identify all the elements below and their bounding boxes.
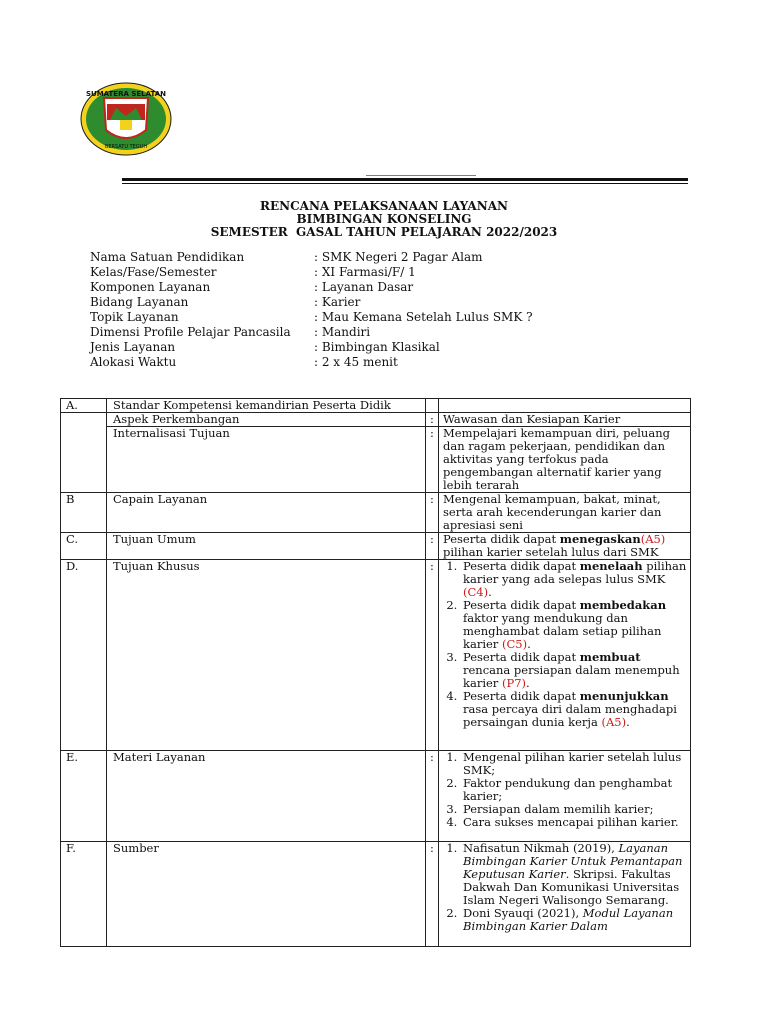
list-item: 1. Peserta didik dapat menelaah pilihan karier yang ada selepas lulus SMK (C4). — [461, 560, 687, 599]
row-code: F. — [61, 842, 107, 947]
row-label: Standar Kompetensi kemandirian Peserta Didik — [107, 399, 426, 413]
header-link-line — [366, 175, 476, 176]
info-value: : 2 x 45 menit — [314, 355, 398, 369]
row-code: B — [61, 493, 107, 533]
header-rule-thick — [122, 178, 688, 181]
row-value: Mempelajari kemampuan diri, peluang dan ragam pekerjaan, pendidikan dan aktivitas yang terfokus pada pengembangan alternatif karier yang lebih terarah — [439, 427, 691, 493]
info-label: Topik Layanan — [90, 310, 179, 324]
row-colon: : — [426, 493, 439, 533]
table-row — [61, 413, 691, 427]
row-label: Tujuan Umum — [107, 533, 426, 560]
row-colon: : — [426, 751, 439, 842]
row-value — [439, 751, 691, 842]
doc-title-line-1: RENCANA PELAKSANAAN LAYANAN — [260, 199, 508, 213]
info-value: : Karier — [314, 295, 361, 309]
row-value — [439, 842, 691, 947]
row-colon: : — [426, 842, 439, 947]
doc-title-line-3: SEMESTER GASAL TAHUN PELAJARAN 2022/2023 — [210, 225, 558, 239]
row-code: C. — [61, 533, 107, 560]
row-code: D. — [61, 560, 107, 751]
list-item: 4. Peserta didik dapat menunjukkan rasa percaya diri dalam menghadapi persaingan dunia kerja (A5). — [461, 690, 687, 729]
row-value: Wawasan dan Kesiapan Karier — [439, 413, 691, 427]
row-label: Aspek Perkembangan — [107, 413, 426, 427]
sumber-list — [443, 842, 687, 933]
list-item: 2. Doni Syauqi (2021), Modul Layanan Bimbingan Karier Dalam — [461, 907, 687, 933]
info-label: Komponen Layanan — [90, 280, 211, 294]
row-value: Mengenal kemampuan, bakat, minat, serta arah kecenderungan karier dan apresiasi seni — [439, 493, 691, 533]
logo-text-top: SUMATERA SELATAN — [85, 90, 167, 98]
school-logo — [80, 82, 172, 156]
doc-title-line-2: BIMBINGAN KONSELING — [296, 212, 472, 226]
list-item: 3. Persiapan dalam memilih karier; — [461, 803, 687, 816]
info-label: Nama Satuan Pendidikan — [90, 250, 245, 264]
logo-text-bottom: BERSATU TEGUH — [104, 144, 148, 150]
table-row — [61, 751, 691, 842]
row-colon: : — [426, 533, 439, 560]
row-code: A. — [61, 399, 107, 413]
list-item: 1. Nafisatun Nikmah (2019), Layanan Bimbingan Karier Untuk Pemantapan Keputusan Karier. Skripsi. Fakultas Dakwah Dan Komunikasi Universitas Islam Negeri Walisongo Semarang. — [461, 842, 687, 907]
list-item: 2. Faktor pendukung dan penghambat karier; — [461, 777, 687, 803]
row-colon: : — [426, 427, 439, 493]
info-label: Bidang Layanan — [90, 295, 189, 309]
table-row — [61, 560, 691, 751]
list-item: 4. Cara sukses mencapai pilihan karier. — [461, 816, 687, 829]
info-value: : Layanan Dasar — [314, 280, 414, 294]
info-value: : Mau Kemana Setelah Lulus SMK ? — [314, 310, 533, 324]
row-label: Internalisasi Tujuan — [107, 427, 426, 493]
table-row — [61, 533, 691, 560]
row-label: Tujuan Khusus — [107, 560, 426, 751]
info-label: Jenis Layanan — [90, 340, 176, 354]
row-value: Peserta didik dapat menegaskan(A5) pilihan karier setelah lulus dari SMK — [439, 533, 691, 560]
list-item: 3. Peserta didik dapat membuat rencana persiapan dalam menempuh karier (P7). — [461, 651, 687, 690]
table-row — [61, 842, 691, 947]
table-row — [61, 399, 691, 413]
info-label: Dimensi Profile Pelajar Pancasila — [90, 325, 291, 339]
row-colon: : — [426, 560, 439, 751]
row-label: Sumber — [107, 842, 426, 947]
list-item: 1. Mengenal pilihan karier setelah lulus SMK; — [461, 751, 687, 777]
table-row — [61, 493, 691, 533]
info-value: : XI Farmasi/F/ 1 — [314, 265, 416, 279]
info-value: : Bimbingan Klasikal — [314, 340, 440, 354]
info-label: Alokasi Waktu — [90, 355, 177, 369]
rpl-table — [60, 398, 691, 947]
row-value — [439, 560, 691, 751]
row-colon: : — [426, 413, 439, 427]
header-rule-thin — [122, 183, 688, 184]
info-value: : SMK Negeri 2 Pagar Alam — [314, 250, 483, 264]
info-value: : Mandiri — [314, 325, 371, 339]
row-code: E. — [61, 751, 107, 842]
row-label: Capain Layanan — [107, 493, 426, 533]
row-label: Materi Layanan — [107, 751, 426, 842]
list-item: 2. Peserta didik dapat membedakan faktor yang mendukung dan menghambat dalam setiap pilihan karier (C5). — [461, 599, 687, 651]
tujuan-khusus-list — [443, 560, 687, 729]
info-label: Kelas/Fase/Semester — [90, 265, 217, 279]
table-row — [61, 427, 691, 493]
materi-list — [443, 751, 687, 829]
